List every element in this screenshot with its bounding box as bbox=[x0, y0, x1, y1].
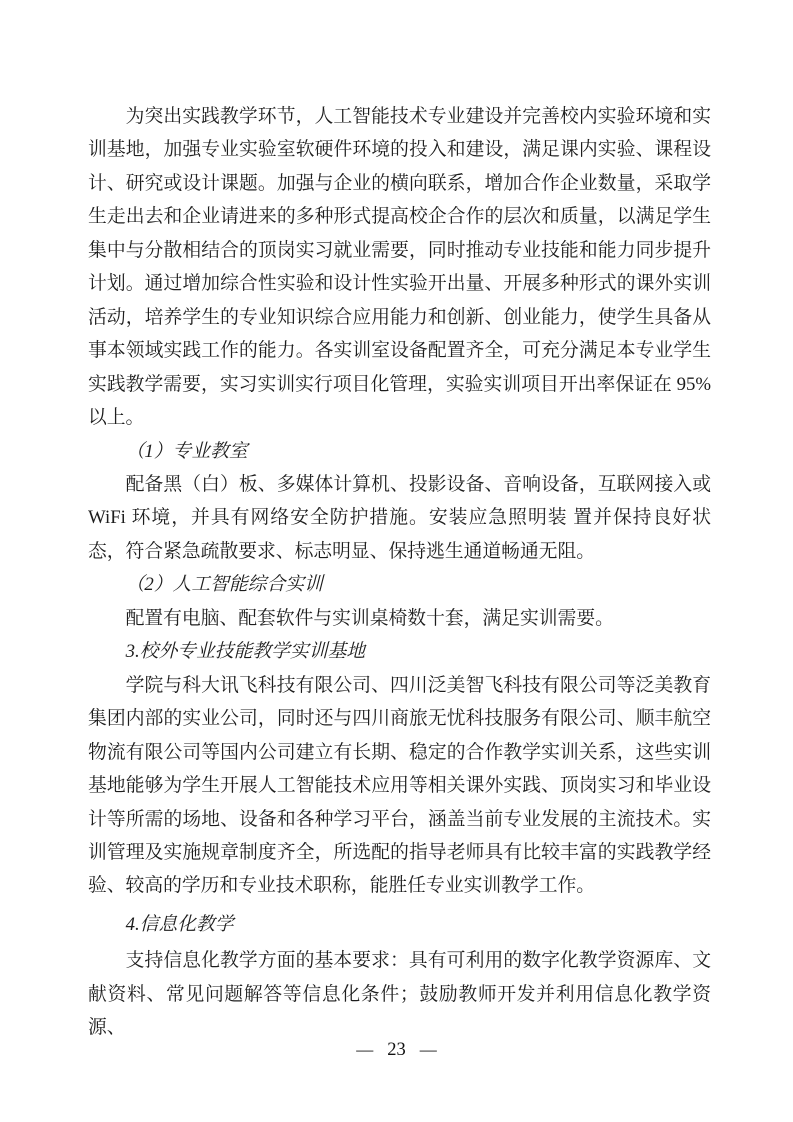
paragraph-training-room-equipment: 配置有电脑、配套软件与实训桌椅数十套，满足实训需要。 bbox=[125, 607, 614, 629]
paragraph-informatization-requirements: 支持信息化教学方面的基本要求：具有可利用的数字化教学资源库、文献资料、常见问题解答等信息化条件；鼓励教师开发并利用信息化教学资源、 bbox=[88, 950, 711, 1039]
paragraph-classroom-equipment: 配备黑（白）板、多媒体计算机、投影设备、音响设备，互联网接入或 WiFi 环境，并具有网络安全防护措施。安装应急照明装 置并保持良好状态，符合紧急疏散要求、标志明显、保持逃生通道畅通无阻。 bbox=[88, 473, 711, 562]
page-footer bbox=[0, 1040, 793, 1061]
heading-3-off-campus-training-bases: 3.校外专业技能教学实训基地 bbox=[125, 641, 366, 663]
footer-dash-left: — bbox=[356, 1039, 374, 1059]
page-number: 23 bbox=[387, 1040, 406, 1060]
subheading-2-ai-comprehensive-training: （2）人工智能综合实训 bbox=[125, 574, 323, 596]
heading-4-informatization-teaching: 4.信息化教学 bbox=[125, 913, 234, 935]
subheading-1-professional-classroom: （1）专业教室 bbox=[125, 440, 248, 462]
document-body bbox=[88, 100, 711, 1045]
paragraph-partner-companies: 学院与科大讯飞科技有限公司、四川泛美智飞科技有限公司等泛美教育集团内部的实业公司，同时还与四川商旅无忧科技服务有限公司、顺丰航空物流有限公司等国内公司建立有长期、稳定的合作教学实训关系，这些实训基地能够为学生开展人工智能技术应用等相关课外实践、顶岗实习和毕业设计等所需的场地、设备和各种学习平台，涵盖当前专业发展的主流技术。实训管理及实施规章制度齐全，所选配的指导老师具有比较丰富的实践教学经验、较高的学历和专业技术职称，能胜任专业实训教学工作。 bbox=[88, 674, 711, 897]
footer-dash-right: — bbox=[419, 1039, 437, 1059]
paragraph-practical-teaching-overview: 为突出实践教学环节，人工智能技术专业建设并完善校内实验环境和实训基地，加强专业实验室软硬件环境的投入和建设，满足课内实验、课程设计、研究或设计课题。加强与企业的横向联系，增加合作企业数量，采取学生走出去和企业请进来的多种形式提高校企合作的层次和质量，以满足学生集中与分散相结合的顶岗实习就业需要，同时推动专业技能和能力同步提升计划。通过增加综合性实验和设计性实验开出量、开展多种形式的课外实训活动，培养学生的专业知识综合应用能力和创新、创业能力，使学生具备从事本领域实践工作的能力。各实训室设备配置齐全，可充分满足本专业学生实践教学需要，实习实训实行项目化管理，实验实训项目开出率保证在 95%以上。 bbox=[88, 106, 711, 429]
